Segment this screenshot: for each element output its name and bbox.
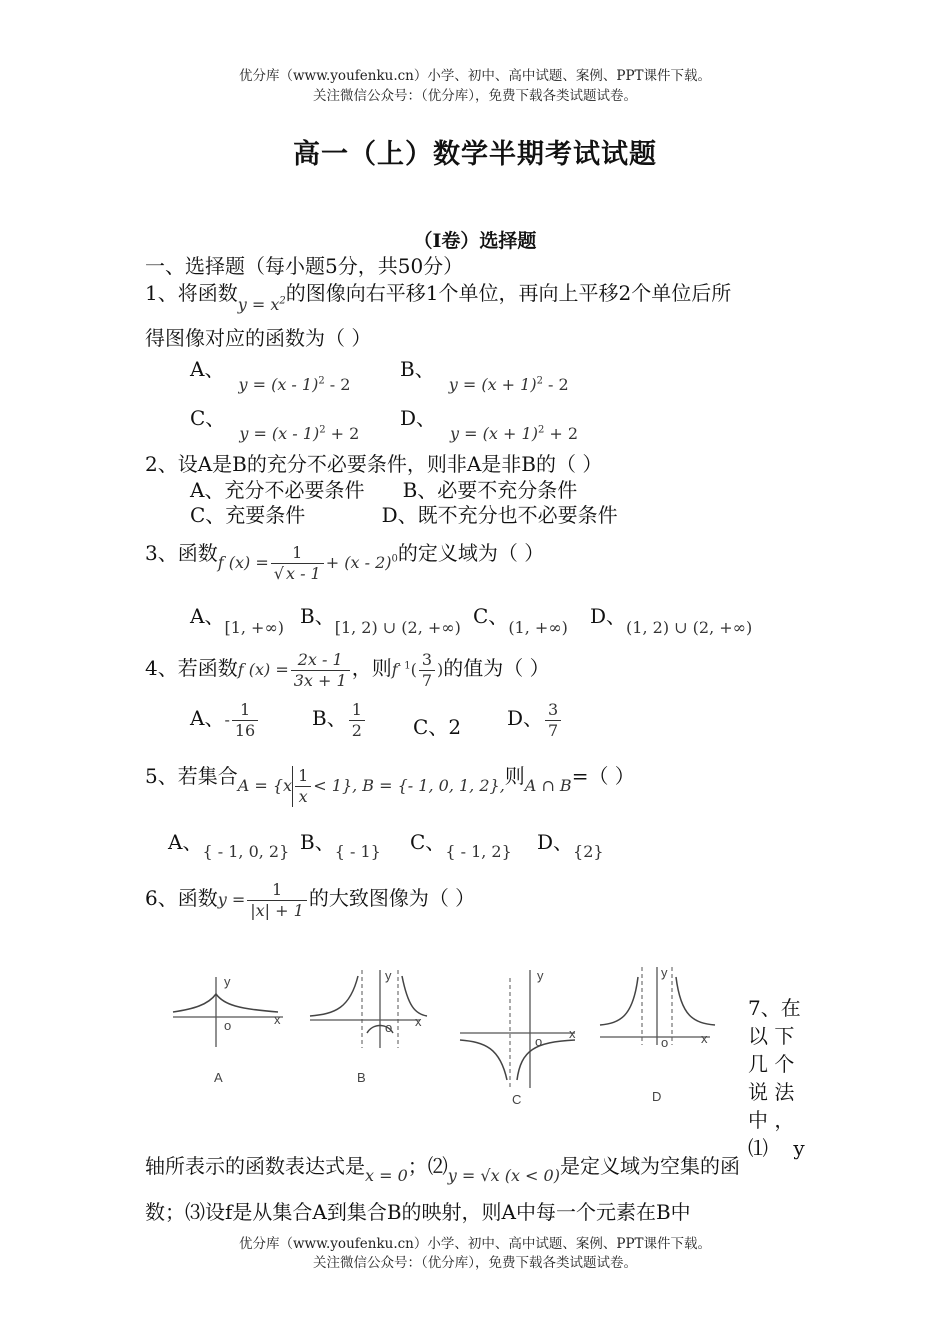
q1-option-c: C、$_{y = (x - 1)^2 + 2}$ xyxy=(190,406,360,443)
graph-b-y: y xyxy=(385,968,392,983)
q7-col-line: ⑴ y xyxy=(748,1136,805,1160)
q1-lead: 1、将函数 xyxy=(145,281,238,305)
footer-line-1: 优分库（www.youfenku.cn）小学、初中、高中试题、案例、PPT课件下载。 xyxy=(238,1236,712,1252)
graph-b[interactable] xyxy=(305,968,430,1085)
part-heading: 一、选择题（每小题5分，共50分） xyxy=(145,254,464,278)
q3-option-a: A、$_{[1, +\infty)}$ xyxy=(190,604,285,637)
section-heading: （I卷）选择题 xyxy=(413,230,537,252)
q5-option-d: D、$_{\{2\}}$ xyxy=(537,830,604,861)
graph-a-origin: o xyxy=(224,1018,232,1033)
graph-c-label: C xyxy=(512,1092,522,1107)
q5-option-b: B、$_{\{ - 1\}}$ xyxy=(300,830,381,861)
q2-options-ab: A、充分不必要条件 B、必要不充分条件 xyxy=(190,478,578,502)
question-6-stem: 6、函数y = $\frac{1}{|x| + 1}$ 的大致图像为（ ） xyxy=(145,880,476,920)
graph-d-origin: o xyxy=(661,1035,669,1050)
graph-a[interactable] xyxy=(168,972,293,1085)
graph-d-x: x xyxy=(701,1031,708,1046)
graph-a-y: y xyxy=(224,974,231,989)
q3-option-b: B、$_{[1, 2) \cup (2, +\infty)}$ xyxy=(300,604,461,637)
graph-d-y: y xyxy=(661,965,668,980)
q4-option-c: C、2 xyxy=(413,715,462,739)
header-line-2: 关注微信公众号：（优分库），免费下载各类试题试卷。 xyxy=(313,88,637,104)
question-5-stem: 5、若集合$_{A = \{x \frac{1}{x} < 1\}, B = \{- 1, 0, 1, 2\},}$则$_{A \cap B}$=（ ） xyxy=(145,764,635,806)
question-7-column xyxy=(748,994,805,1162)
question-7-line-3: 数；⑶设f是从集合A到集合B的映射，则A中每一个元素在B中 xyxy=(145,1200,691,1224)
header-line-1: 优分库（www.youfenku.cn）小学、初中、高中试题、案例、PPT课件下载。 xyxy=(238,68,712,84)
q4-option-a: A、- $\frac{1}{16}$ xyxy=(190,700,260,741)
q1-rest: 的图像向右平移1个单位，再向上平移2个单位后所 xyxy=(285,281,732,305)
graph-c-x: x xyxy=(569,1026,576,1041)
q1-option-a: A、$_{y = (x - 1)^2 - 2}$ xyxy=(190,357,351,394)
question-4-stem: 4、若函数f (x) = $\frac{2x - 1}{3x + 1}$ ，则$f^{- 1}$( $\frac{3}{7}$ )的值为（ ） xyxy=(145,650,550,690)
q7-col-line: 几 个 xyxy=(748,1052,795,1076)
question-1-line-2: 得图像对应的函数为（ ） xyxy=(145,326,372,350)
question-7-line-2: 轴所表示的函数表达式是$_{x = 0}$；$⑵_{y = √x (x < 0)}$是定义域为空集的函 xyxy=(145,1154,740,1185)
question-1-stem xyxy=(145,277,731,314)
q5-option-a: A、$_{\{ - 1, 0, 2\}}$ xyxy=(168,830,290,861)
graph-a-x: x xyxy=(274,1012,281,1027)
graph-b-x: x xyxy=(415,1014,422,1029)
q7-col-line: 中 ， xyxy=(748,1108,795,1132)
q1-option-d: D、$_{y = (x + 1)^2 + 2}$ xyxy=(400,406,579,443)
q2-options-cd: C、充要条件 D、既不充分也不必要条件 xyxy=(190,503,618,527)
q1-option-b: B、$_{y = (x + 1)^2 - 2}$ xyxy=(400,357,569,394)
graph-c-y: y xyxy=(537,968,544,983)
graph-d-label: D xyxy=(652,1089,662,1104)
footer-line-2: 关注微信公众号：（优分库），免费下载各类试题试卷。 xyxy=(313,1255,637,1271)
q1-func: y = x2 xyxy=(237,295,286,314)
q7-col-line: 7、在 xyxy=(748,996,801,1020)
q7-col-line: 以 下 xyxy=(748,1024,795,1048)
graph-c-origin: o xyxy=(535,1034,543,1049)
graph-a-label: A xyxy=(214,1070,223,1085)
question-2-stem: 2、设A是B的充分不必要条件，则非A是非B的（ ） xyxy=(145,452,603,476)
q3-option-d: D、$_{(1, 2) \cup (2, +\infty)}$ xyxy=(590,604,753,637)
q4-option-b: B、 $\frac{1}{2}$ xyxy=(312,700,367,741)
q5-option-c: C、$_{\{ - 1, 2\}}$ xyxy=(410,830,512,861)
graph-c[interactable] xyxy=(455,968,585,1107)
graph-b-origin: o xyxy=(385,1020,393,1035)
question-3-stem: 3、函数$_{f (x) = \frac{1}{√ x - 1} + (x - 2)^0}$的定义域为（ ） xyxy=(145,541,545,583)
graph-d[interactable] xyxy=(595,965,720,1104)
graph-b-label: B xyxy=(357,1070,366,1085)
q3-option-c: C、$_{(1, +\infty)}$ xyxy=(473,604,568,637)
q4-option-d: D、 $\frac{3}{7}$ xyxy=(507,700,563,741)
page-title: 高一（上）数学半期考试试题 xyxy=(293,139,657,170)
q7-col-line: 说 法 xyxy=(748,1080,795,1104)
